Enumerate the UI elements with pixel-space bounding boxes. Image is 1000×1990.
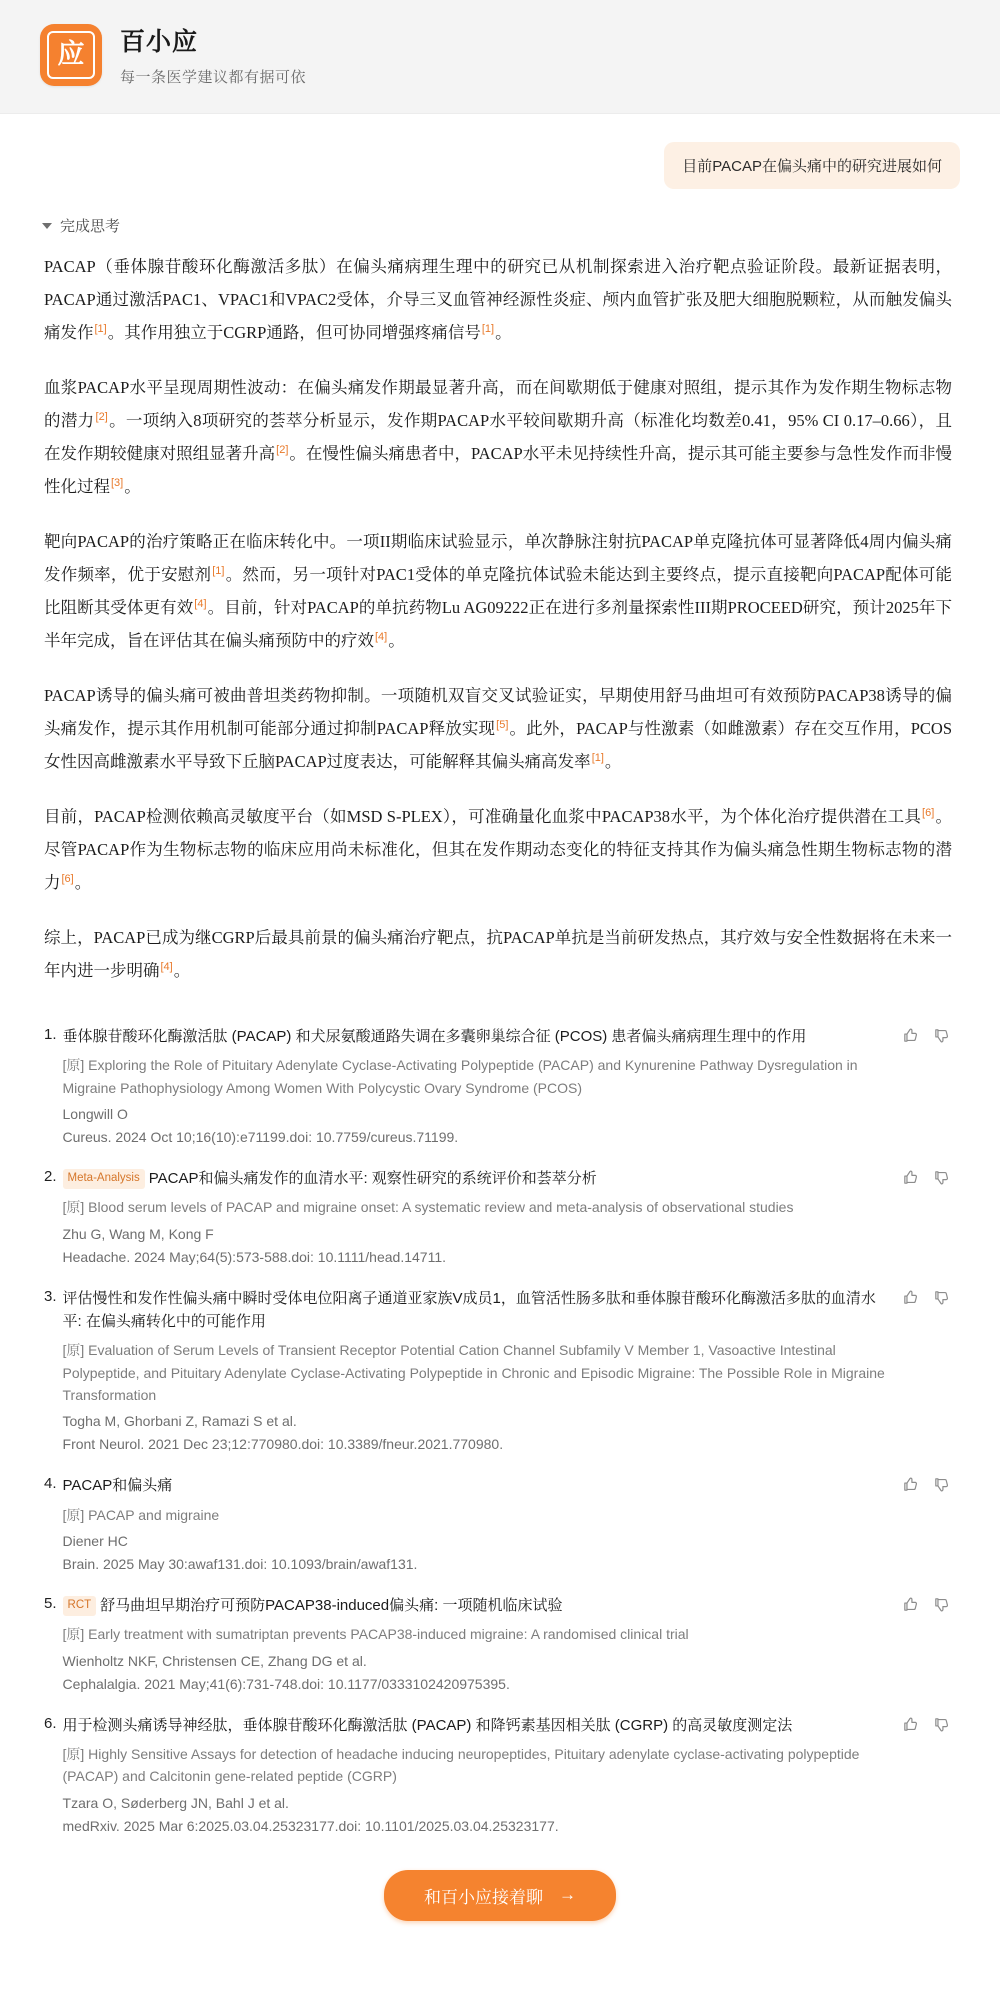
citation-item[interactable] xyxy=(44,1704,952,1846)
citation-number: 5. xyxy=(44,1594,57,1612)
answer-text: 。尽管PACAP作为生物标志物的临床应用尚未标准化，但其在发作期动态变化的特征支持其作为偏头痛急性期生物标志物的潜力 xyxy=(44,807,952,892)
thumbs-down-icon[interactable] xyxy=(933,1289,950,1306)
thumbs-up-icon[interactable] xyxy=(902,1596,919,1613)
citation-ref[interactable]: [3] xyxy=(111,476,124,489)
citation-title-text: 舒马曲坦早期治疗可预防PACAP38-induced偏头痛: 一项随机临床试验 xyxy=(100,1596,563,1614)
citation-authors: Diener HC xyxy=(62,1532,128,1549)
citation-item[interactable] xyxy=(44,1464,952,1584)
citation-tag: Meta-Analysis xyxy=(63,1169,145,1189)
cta-row xyxy=(30,1846,970,1947)
answer-paragraph xyxy=(44,679,952,778)
citation-ref[interactable]: [4] xyxy=(160,960,173,973)
answer-text: 靶向PACAP的治疗策略正在临床转化中。一项II期临床试验显示，单次静脉注射抗PACAP单克隆抗体可显著降低4周内偏头痛发作频率，优于安慰剂 xyxy=(44,532,952,584)
citation-item[interactable] xyxy=(44,1584,952,1704)
citation-original-title: [原] Blood serum levels of PACAP and migraine onset: A systematic review and meta-analysis of observational studies xyxy=(62,1199,794,1216)
citation-authors: Wienholtz NKF, Christensen CE, Zhang DG et al. xyxy=(62,1652,367,1669)
citation-authors: Longwill O xyxy=(62,1106,128,1123)
citation-actions xyxy=(902,1716,950,1733)
citation-title-text: PACAP和偏头痛 xyxy=(62,1477,173,1495)
thumbs-up-icon[interactable] xyxy=(902,1027,919,1044)
citation-body xyxy=(63,1287,952,1453)
thumbs-down-icon[interactable] xyxy=(933,1596,950,1613)
citation-original-title: [原] Evaluation of Serum Levels of Transient Receptor Potential Cation Channel Subfamily V Member 1, Vasoactive Intestinal Polypeptide, and Pituitary Adenylate Cyclase-Activating Polypeptide in Chronic and Episodic Migraine: The Possible Role in Migraine Transformation xyxy=(62,1342,885,1403)
citation-ref[interactable]: [4] xyxy=(375,630,388,643)
citation-title[interactable] xyxy=(63,1025,890,1048)
citation-title-text: PACAP和偏头痛发作的血清水平: 观察性研究的系统评价和荟萃分析 xyxy=(148,1170,597,1188)
citation-source: Brain. 2025 May 30:awaf131.doi: 10.1093/brain/awaf131. xyxy=(62,1555,418,1572)
citation-ref[interactable]: [1] xyxy=(591,751,604,764)
answer-paragraph xyxy=(44,525,952,657)
citation-actions xyxy=(902,1289,950,1306)
citation-original-title: [原] Highly Sensitive Assays for detection of headache inducing neuropeptides, Pituitary adenylate cyclase-activating polypeptide (PACAP) and Calcitonin gene-related peptide (CGRP) xyxy=(62,1745,860,1785)
citation-body xyxy=(63,1594,952,1692)
thumbs-up-icon[interactable] xyxy=(902,1169,919,1186)
chevron-down-icon xyxy=(42,223,52,229)
app-header xyxy=(0,0,1000,114)
citation-number: 1. xyxy=(44,1026,57,1043)
brand-tagline: 每一条医学建议都有据可依 xyxy=(120,69,307,86)
thumbs-down-icon[interactable] xyxy=(933,1169,950,1186)
citation-actions xyxy=(902,1596,950,1613)
citation-ref[interactable]: [5] xyxy=(496,718,509,731)
answer-paragraph xyxy=(44,371,952,503)
citation-authors: Togha M, Ghorbani Z, Ramazi S et al. xyxy=(62,1413,297,1430)
brand-text xyxy=(120,22,306,87)
citation-tag: RCT xyxy=(63,1596,97,1616)
answer-text: 。 xyxy=(124,477,141,496)
citation-title[interactable] xyxy=(63,1167,890,1190)
answer-text: 。此外，PACAP与性激素（如雌激素）存在交互作用，PCOS女性因高雌激素水平导致下丘脑PACAP过度表达，可能解释其偏头痛高发率 xyxy=(44,719,952,771)
chat-content xyxy=(0,114,1000,1947)
citation-actions xyxy=(902,1169,950,1186)
thumbs-up-icon[interactable] xyxy=(902,1476,919,1493)
thumbs-down-icon[interactable] xyxy=(933,1716,950,1733)
citation-body xyxy=(63,1714,952,1834)
citation-number: 4. xyxy=(44,1475,57,1493)
citation-list xyxy=(30,1009,970,1846)
thinking-label: 完成思考 xyxy=(60,218,121,235)
answer-text: 。 xyxy=(388,631,405,650)
citation-body xyxy=(63,1474,952,1572)
citation-actions xyxy=(902,1027,950,1044)
citation-source: Cureus. 2024 Oct 10;16(10):e71199.doi: 10.7759/cureus.71199. xyxy=(62,1129,459,1146)
continue-chat-label: 和百小应接着聊 xyxy=(424,1887,543,1907)
answer-text: 。然而，另一项针对PAC1受体的单克隆抗体试验未能达到主要终点，提示直接靶向PACAP配体可能比阻断其受体更有效 xyxy=(44,565,952,617)
citation-ref[interactable]: [1] xyxy=(212,564,225,577)
citation-source: medRxiv. 2025 Mar 6:2025.03.04.25323177.doi: 10.1101/2025.03.04.25323177. xyxy=(62,1817,559,1834)
answer-text: 目前，PACAP检测依赖高灵敏度平台（如MSD S-PLEX），可准确量化血浆中PACAP38水平，为个体化治疗提供潜在工具 xyxy=(44,807,922,826)
thumbs-down-icon[interactable] xyxy=(933,1027,950,1044)
answer-text: 综上，PACAP已成为继CGRP后最具前景的偏头痛治疗靶点，抗PACAP单抗是当前研发热点，其疗效与安全性数据将在未来一年内进一步明确 xyxy=(44,928,952,980)
answer-text: 。 xyxy=(173,961,191,980)
citation-title[interactable] xyxy=(63,1714,890,1737)
citation-title-text: 评估慢性和发作性偏头痛中瞬时受体电位阳离子通道亚家族V成员1，血管活性肠多肽和垂体腺苷酸环化酶激活多肽的血清水平: 在偏头痛转化中的可能作用 xyxy=(62,1289,876,1330)
answer-text: 。 xyxy=(495,323,512,342)
thinking-toggle[interactable] xyxy=(30,189,970,236)
citation-item[interactable] xyxy=(44,1277,952,1465)
citation-title[interactable] xyxy=(63,1287,890,1334)
answer-text: 。目前，针对PACAP的单抗药物Lu AG09222正在进行多剂量探索性III期PROCEED研究，预计2025年下半年完成，旨在评估其在偏头痛预防中的疗效 xyxy=(44,598,952,650)
assistant-answer xyxy=(30,236,970,987)
citation-source: Front Neurol. 2021 Dec 23;12:770980.doi: 10.3389/fneur.2021.770980. xyxy=(62,1436,504,1453)
citation-source: Cephalalgia. 2021 May;41(6):731-748.doi: 10.1177/0333102420975395. xyxy=(62,1675,510,1692)
answer-text: 。 xyxy=(74,873,92,892)
answer-text: 。在慢性偏头痛患者中，PACAP水平未见持续性升高，提示其可能主要参与急性发作而非慢性化过程 xyxy=(44,444,952,496)
answer-text: PACAP（垂体腺苷酸环化酶激活多肽）在偏头痛病理生理中的研究已从机制探索进入治疗靶点验证阶段。最新证据表明，PACAP通过激活PAC1、VPAC1和VPAC2受体，介导三叉血管神经源性炎症、颅内血管扩张及肥大细胞脱颗粒，从而触发偏头痛发作 xyxy=(44,257,952,342)
app-logo-char: 应 xyxy=(47,31,95,79)
citation-original-title: [原] Early treatment with sumatriptan prevents PACAP38-induced migraine: A randomised clinical trial xyxy=(62,1626,689,1643)
citation-number: 2. xyxy=(44,1168,57,1186)
citation-ref[interactable]: [6] xyxy=(61,872,74,885)
citation-item[interactable] xyxy=(44,1015,952,1157)
answer-paragraph xyxy=(44,250,952,349)
thumbs-up-icon[interactable] xyxy=(902,1289,919,1306)
answer-text: 。一项纳入8项研究的荟萃分析显示，发作期PACAP水平较间歇期升高（标准化均数差0.41，95% CI 0.17–0.66），且在发作期较健康对照组显著升高 xyxy=(44,411,953,463)
app-logo-icon xyxy=(40,24,102,86)
answer-text: 。其作用独立于CGRP通路，但可协同增强疼痛信号 xyxy=(107,323,481,342)
citation-ref[interactable]: [6] xyxy=(922,806,935,819)
citation-authors: Tzara O, Søderberg JN, Bahl J et al. xyxy=(62,1794,289,1811)
citation-source: Headache. 2024 May;64(5):573-588.doi: 10.1111/head.14711. xyxy=(62,1248,446,1265)
user-message-row xyxy=(30,114,970,189)
citation-original-title: [原] PACAP and migraine xyxy=(62,1506,220,1523)
thumbs-down-icon[interactable] xyxy=(933,1476,950,1493)
citation-title-text: 用于检测头痛诱导神经肽，垂体腺苷酸环化酶激活肽 (PACAP) 和降钙素基因相关肽 (CGRP) 的高灵敏度测定法 xyxy=(62,1716,793,1734)
citation-ref[interactable]: [4] xyxy=(194,597,207,610)
brand xyxy=(0,22,1000,87)
citation-ref[interactable]: [1] xyxy=(481,322,495,335)
citation-actions xyxy=(902,1476,950,1493)
answer-paragraph xyxy=(44,800,952,899)
citation-title-text: 垂体腺苷酸环化酶激活肽 (PACAP) 和犬尿氨酸通路失调在多囊卵巢综合征 (PCOS) 患者偏头痛病理生理中的作用 xyxy=(62,1028,807,1045)
brand-name: 百小应 xyxy=(120,28,199,56)
thumbs-up-icon[interactable] xyxy=(902,1716,919,1733)
citation-ref[interactable]: [1] xyxy=(94,322,107,335)
answer-paragraph xyxy=(44,921,952,987)
citation-number: 6. xyxy=(44,1714,57,1732)
answer-text: PACAP诱导的偏头痛可被曲普坦类药物抑制。一项随机双盲交叉试验证实，早期使用舒马曲坦可有效预防PACAP38诱导的偏头痛发作，提示其作用机制可能部分通过抑制PACAP释放实现 xyxy=(44,686,952,738)
arrow-right-icon: → xyxy=(559,1885,576,1905)
citation-authors: Zhu G, Wang M, Kong F xyxy=(62,1225,214,1242)
answer-text: 血浆PACAP水平呈现周期性波动：在偏头痛发作期最显著升高，而在间歇期低于健康对照组，提示其作为发作期生物标志物的潜力 xyxy=(44,378,952,430)
citation-number: 3. xyxy=(44,1287,57,1305)
citation-title[interactable] xyxy=(63,1474,890,1497)
citation-original-title: [原] Exploring the Role of Pituitary Adenylate Cyclase-Activating Polypeptide (PACAP) and Kynurenine Pathway Dysregulation in Migraine Pathophysiology Among Women With Polycystic Ovary Syndrome (PCOS) xyxy=(62,1057,858,1096)
continue-chat-button[interactable] xyxy=(384,1870,616,1921)
citation-body xyxy=(63,1025,952,1145)
citation-ref[interactable]: [2] xyxy=(276,443,289,456)
citation-ref[interactable]: [2] xyxy=(95,410,108,423)
answer-text: 。 xyxy=(604,752,622,771)
citation-body xyxy=(63,1167,952,1265)
citation-item[interactable] xyxy=(44,1157,952,1277)
citation-title[interactable] xyxy=(63,1594,890,1617)
user-message-bubble: 目前PACAP在偏头痛中的研究进展如何 xyxy=(664,142,960,189)
